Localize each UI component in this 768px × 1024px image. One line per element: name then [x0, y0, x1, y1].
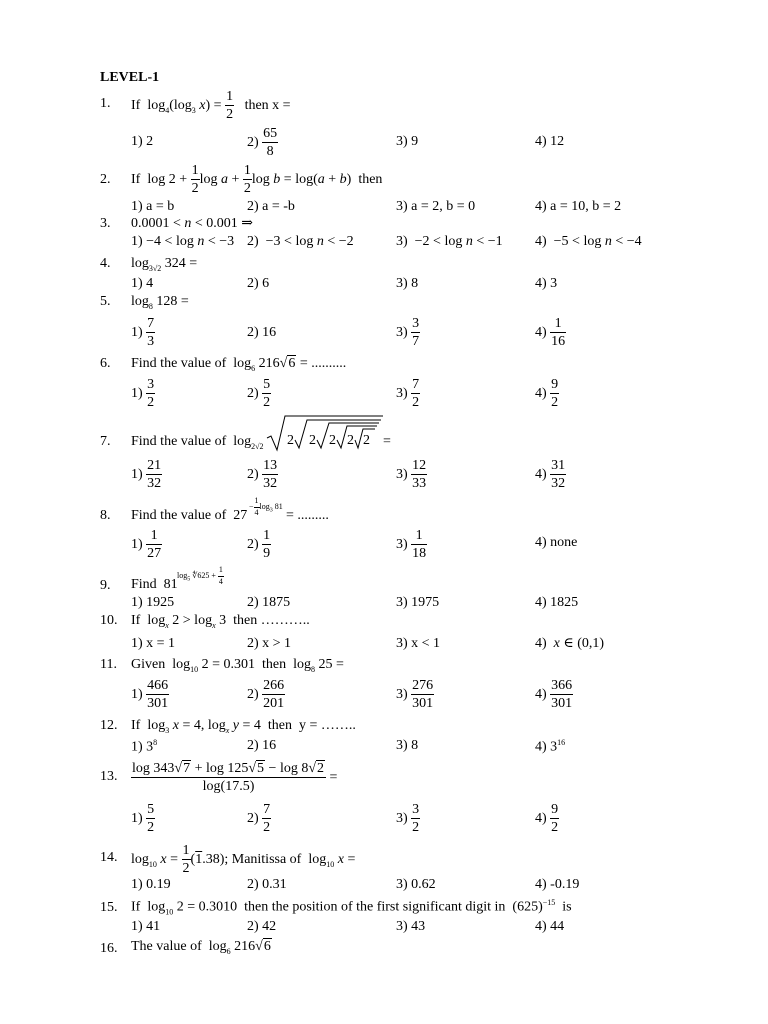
option-3[interactable]: 3) $\frac{7}{2}$ — [396, 377, 420, 411]
option-2[interactable]: 2) 1875 — [247, 595, 291, 610]
option-4[interactable]: 4) $\frac{9}{2}$ — [535, 802, 559, 836]
option-3[interactable]: 3) 1975 — [396, 595, 440, 610]
question-number: 13. — [100, 769, 118, 784]
option-3[interactable]: 3) 8 — [396, 738, 419, 753]
option-1[interactable]: 1) $\frac{5}{2}$ — [131, 802, 155, 836]
option-2[interactable]: 2) x > 1 — [247, 636, 292, 651]
question-stem: If $\log_4(\log_3$ x) = $\frac{1}{2}$ then x = — [131, 89, 291, 123]
question-number: 10. — [100, 613, 118, 628]
question-stem: If log 2 + $\frac{1}{2}$ log a + $\frac{1}{2}$ log b = log(a + b) then — [131, 163, 383, 197]
option-1[interactable]: 1) a = b — [131, 199, 175, 214]
option-3[interactable]: 3) $\frac{1}{18}$ — [396, 528, 427, 562]
question-number: 9. — [100, 578, 111, 593]
question-number: 12. — [100, 718, 118, 733]
question-stem: If $\log_3 x = 4$, $\log_x y = 4$ then y = …….. — [131, 718, 356, 735]
question-number: 8. — [100, 508, 111, 523]
option-3[interactable]: 3) $\frac{3}{7}$ — [396, 316, 420, 350]
option-3[interactable]: 3) −2 < log n < −1 — [396, 234, 503, 249]
question-stem: $\frac{\log 343√7 + \log 125√5 - \log 8√2}{\log(17.5)}$ = — [132, 761, 338, 795]
question-stem: $\log_8 128$ = — [131, 294, 189, 311]
option-2[interactable]: 2) 16 — [247, 325, 277, 340]
equals-sign: = — [383, 434, 391, 449]
svg-text:2: 2 — [329, 433, 336, 448]
option-3[interactable]: 3) 8 — [396, 276, 419, 291]
option-3[interactable]: 3) $\frac{12}{33}$ — [396, 458, 427, 492]
question-number: 16. — [100, 941, 118, 956]
option-2[interactable]: 2) $\frac{65}{8}$ — [247, 126, 278, 160]
question-number: 2. — [100, 172, 111, 187]
question-number: 3. — [100, 216, 111, 231]
option-1[interactable]: 1) $\frac{466}{301}$ — [131, 678, 169, 712]
question-stem: The value of $\log_6 216√6$ — [131, 939, 271, 956]
level-heading: LEVEL-1 — [100, 70, 160, 85]
question-number: 4. — [100, 256, 111, 271]
option-1[interactable]: 1) 4 — [131, 276, 154, 291]
option-2[interactable]: 2) −3 < log n < −2 — [247, 234, 354, 249]
option-2[interactable]: 2) $\frac{13}{32}$ — [247, 458, 278, 492]
option-4[interactable]: 4) $\frac{9}{2}$ — [535, 377, 559, 411]
option-4[interactable]: 4) 44 — [535, 919, 565, 934]
question-stem: Find the value of 27 — [131, 508, 248, 523]
option-3[interactable]: 3) x < 1 — [396, 636, 441, 651]
option-1[interactable]: 1) −4 < log n < −3 — [131, 234, 235, 249]
option-3[interactable]: 3) 0.62 — [396, 877, 436, 892]
option-2[interactable]: 2) 42 — [247, 919, 277, 934]
exponent: $\log_5$ ∜625 + $\frac{1}{4}$ — [177, 565, 223, 586]
question-stem: Find 81 — [131, 577, 178, 592]
option-2[interactable]: 2) 0.31 — [247, 877, 287, 892]
option-4[interactable]: 4) $\frac{31}{32}$ — [535, 458, 566, 492]
option-2[interactable]: 2) $\frac{7}{2}$ — [247, 802, 271, 836]
question-number: 1. — [100, 96, 111, 111]
exponent: − $\frac{1}{4}$ $\log_3 81$ — [249, 496, 283, 517]
dots: = ......... — [286, 508, 329, 523]
option-4[interactable]: 4) x ∈ (0,1) — [535, 636, 605, 651]
question-number: 11. — [100, 657, 117, 672]
option-1[interactable]: 1) $\frac{1}{27}$ — [131, 528, 162, 562]
option-1[interactable]: 1) 0.19 — [131, 877, 171, 892]
question-number: 15. — [100, 900, 118, 915]
nested-radical — [265, 412, 385, 452]
option-4[interactable]: 4) $\frac{1}{16}$ — [535, 316, 566, 350]
svg-text:2: 2 — [309, 433, 316, 448]
option-2[interactable]: 2) 16 — [247, 738, 277, 753]
svg-text:2: 2 — [287, 433, 294, 448]
option-3[interactable]: 3) $\frac{276}{301}$ — [396, 678, 434, 712]
option-4[interactable]: 4) 1825 — [535, 595, 579, 610]
option-4[interactable]: 4) 12 — [535, 134, 565, 149]
option-4[interactable]: 4) $3^{16}$ — [535, 738, 566, 755]
option-1[interactable]: 1) 41 — [131, 919, 161, 934]
svg-text:2: 2 — [347, 433, 354, 448]
question-number: 14. — [100, 850, 118, 865]
option-2[interactable]: 2) $\frac{266}{201}$ — [247, 678, 285, 712]
option-1[interactable]: 1) $3^8$ — [131, 738, 158, 755]
question-stem: $\log_{3√2} 324$ = — [131, 256, 198, 273]
svg-text:2: 2 — [363, 433, 370, 448]
question-stem: $\log_{10} x$ = $\frac{1}{2}$ (1.38); Manitissa of $\log_{10} x$ = — [131, 843, 356, 877]
option-1[interactable]: 1) x = 1 — [131, 636, 176, 651]
question-number: 6. — [100, 356, 111, 371]
question-number: 7. — [100, 434, 111, 449]
question-stem: 0.0001 < n < 0.001 ⇒ — [131, 216, 254, 231]
question-stem: Find the value of $\log_6 216√6$ = .......... — [131, 356, 347, 373]
question-stem: If $\log_x 2 > \log_x 3$ then ……….. — [131, 613, 310, 630]
option-2[interactable]: 2) $\frac{1}{9}$ — [247, 528, 271, 562]
option-1[interactable]: 1) $\frac{21}{32}$ — [131, 458, 162, 492]
question-number: 5. — [100, 294, 111, 309]
option-2[interactable]: 2) $\frac{5}{2}$ — [247, 377, 271, 411]
option-1[interactable]: 1) $\frac{3}{2}$ — [131, 377, 155, 411]
option-1[interactable]: 1) 1925 — [131, 595, 175, 610]
option-2[interactable]: 2) 6 — [247, 276, 270, 291]
option-4[interactable]: 4) -0.19 — [535, 877, 580, 892]
option-4[interactable]: 4) 3 — [535, 276, 558, 291]
question-stem: If $\log_{10} 2 = 0.3010$ then the position of the first significant digit in $(625)^{-15}$ is — [131, 898, 572, 917]
option-3[interactable]: 3) $\frac{3}{2}$ — [396, 802, 420, 836]
question-stem: Given $\log_{10} 2 = 0.301$ then $\log_8 25$ = — [131, 657, 344, 674]
option-4[interactable]: 4) −5 < log n < −4 — [535, 234, 642, 249]
option-4[interactable]: 4) $\frac{366}{301}$ — [535, 678, 573, 712]
option-2[interactable]: 2) a = -b — [247, 199, 295, 214]
option-4[interactable]: 4) none — [535, 535, 578, 550]
option-1[interactable]: 1) $\frac{7}{3}$ — [131, 316, 155, 350]
option-3[interactable]: 3) 9 — [396, 134, 419, 149]
option-3[interactable]: 3) 43 — [396, 919, 426, 934]
option-3[interactable]: 3) a = 2, b = 0 — [396, 199, 476, 214]
option-4[interactable]: 4) a = 10, b = 2 — [535, 199, 622, 214]
question-stem: Find the value of $\log_{2√2}$ — [131, 434, 264, 451]
option-1[interactable]: 1) 2 — [131, 134, 154, 149]
